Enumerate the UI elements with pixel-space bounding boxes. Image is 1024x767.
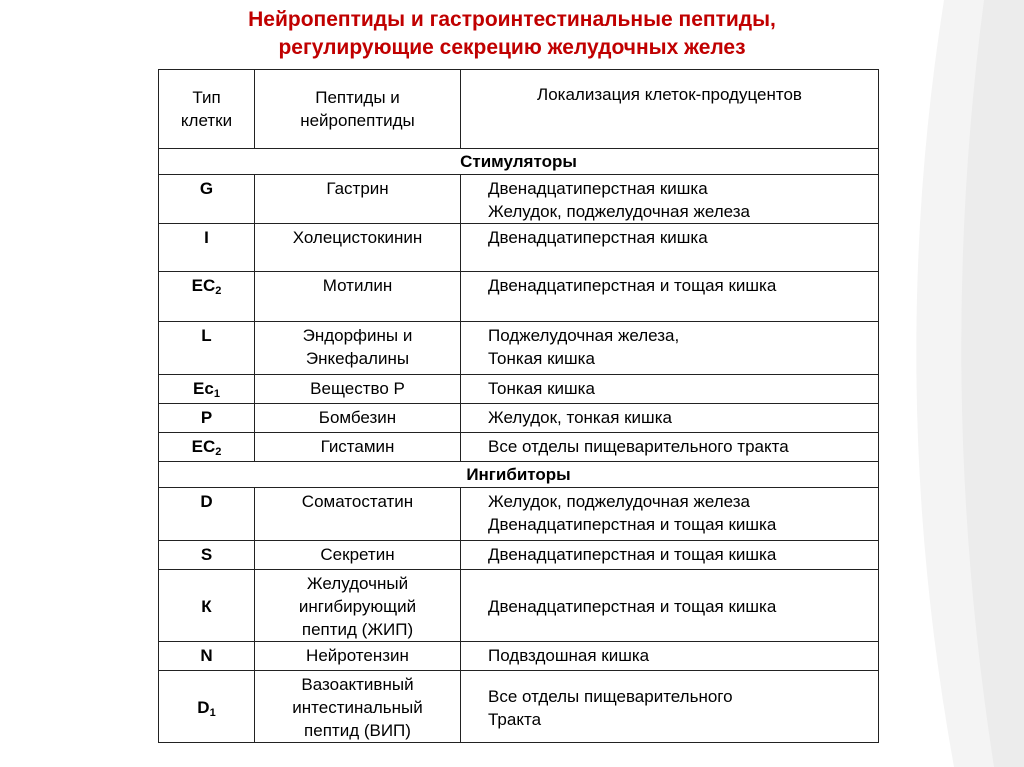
title-line-2: регулирующие секрецию желудочных желез xyxy=(278,36,746,59)
table-row xyxy=(159,570,879,642)
localization-line: Тонкая кишка xyxy=(488,379,595,398)
peptide-line: Вазоактивный xyxy=(301,675,414,694)
section-row-stimulators xyxy=(159,149,879,175)
localization-line: Двенадцатиперстная и тощая кишка xyxy=(488,276,777,295)
cell-type-subscript: 2 xyxy=(215,446,222,458)
peptide-line: Эндорфины и xyxy=(302,326,413,345)
cell-localization xyxy=(461,322,879,375)
localization-line: Подвздошная кишка xyxy=(488,646,650,665)
localization-line: Двенадцатиперстная и тощая кишка xyxy=(488,515,777,534)
table-row xyxy=(159,488,879,541)
cell-type xyxy=(159,404,255,433)
cell-type-label: Ec xyxy=(193,379,214,398)
cell-type xyxy=(159,272,255,322)
cell-type-subscript: 2 xyxy=(215,285,222,297)
cell-type-label: G xyxy=(199,179,214,198)
peptides-table xyxy=(158,69,879,743)
table-row xyxy=(159,175,879,224)
cell-type xyxy=(159,541,255,570)
localization-line: Двенадцатиперстная кишка xyxy=(488,179,708,198)
table-row xyxy=(159,433,879,462)
cell-type-label: I xyxy=(204,228,209,247)
peptide-line: Вещество Р xyxy=(310,379,405,398)
localization-line: Все отделы пищеварительного xyxy=(488,686,733,706)
cell-type-label: D xyxy=(197,698,210,717)
table-row xyxy=(159,375,879,404)
table-row xyxy=(159,671,879,743)
localization-line: Желудок, поджелудочная железа xyxy=(488,202,750,221)
peptide-line: пептид (ВИП) xyxy=(304,721,411,740)
localization-line: Тракта xyxy=(488,709,542,729)
cell-type xyxy=(159,224,255,272)
section-row-inhibitors xyxy=(159,462,879,488)
cell-localization xyxy=(461,433,879,462)
cell-localization xyxy=(461,375,879,404)
localization-line: Желудок, поджелудочная железа xyxy=(488,492,750,511)
table-row xyxy=(159,541,879,570)
cell-type-subscript: 1 xyxy=(213,388,220,400)
cell-type-label: D xyxy=(200,492,213,511)
table-row xyxy=(159,272,879,322)
cell-type xyxy=(159,570,255,642)
cell-type-label: EC xyxy=(191,437,216,456)
peptide-line: Гистамин xyxy=(320,437,395,456)
cell-type-label: N xyxy=(200,646,213,665)
cell-peptide xyxy=(255,488,461,541)
peptide-line: ингибирующий xyxy=(298,597,417,616)
cell-localization xyxy=(461,541,879,570)
cell-type-label: EC xyxy=(191,276,216,295)
cell-peptide xyxy=(255,375,461,404)
section-label: Ингибиторы xyxy=(159,462,879,488)
cell-localization xyxy=(461,175,879,224)
cell-peptide xyxy=(255,433,461,462)
localization-line: Двенадцатиперстная и тощая кишка xyxy=(488,545,777,564)
cell-peptide xyxy=(255,224,461,272)
title-line-1: Нейропептиды и гастроинтестинальные пептиды, xyxy=(248,8,776,31)
cell-peptide xyxy=(255,570,461,642)
peptide-line: Мотилин xyxy=(322,276,393,295)
cell-peptide xyxy=(255,541,461,570)
localization-line: Тонкая кишка xyxy=(488,349,595,368)
cell-type-subscript: 1 xyxy=(209,707,216,719)
peptide-line: Холецистокинин xyxy=(292,228,423,247)
page-title xyxy=(0,6,1024,62)
peptide-line: Энкефалины xyxy=(305,349,410,368)
peptide-line: Бомбезин xyxy=(318,408,397,427)
cell-peptide xyxy=(255,671,461,743)
peptide-line: Нейротензин xyxy=(306,646,409,665)
peptide-line: Секретин xyxy=(320,545,395,564)
cell-type-label: P xyxy=(200,408,213,427)
peptide-line: интестинальный xyxy=(292,698,423,717)
localization-line: Двенадцатиперстная кишка xyxy=(488,228,708,247)
localization-line: Двенадцатиперстная и тощая кишка xyxy=(488,597,777,616)
cell-type xyxy=(159,322,255,375)
cell-type xyxy=(159,433,255,462)
cell-localization xyxy=(461,570,879,642)
localization-line: Все отделы пищеварительного тракта xyxy=(488,437,789,456)
cell-localization xyxy=(461,488,879,541)
cell-type xyxy=(159,642,255,671)
cell-type xyxy=(159,671,255,743)
cell-localization xyxy=(461,671,879,743)
cell-peptide xyxy=(255,322,461,375)
cell-type xyxy=(159,375,255,404)
localization-line: Желудок, тонкая кишка xyxy=(488,408,672,427)
peptide-line: Желудочный xyxy=(306,574,409,593)
localization-line: Поджелудочная железа, xyxy=(488,326,680,345)
cell-localization xyxy=(461,642,879,671)
cell-type-label: L xyxy=(201,326,212,345)
cell-type-label: S xyxy=(200,545,213,564)
cell-peptide xyxy=(255,642,461,671)
cell-peptide xyxy=(255,404,461,433)
table-row xyxy=(159,404,879,433)
cell-type-label: К xyxy=(201,597,212,616)
peptide-line: Гастрин xyxy=(326,179,389,198)
cell-localization xyxy=(461,272,879,322)
cell-peptide xyxy=(255,272,461,322)
table-row xyxy=(159,322,879,375)
header-cell-peptides: Пептиды и нейропептиды xyxy=(255,70,461,149)
header-cell-type: Тип клетки xyxy=(159,70,255,149)
peptide-line: пептид (ЖИП) xyxy=(301,620,414,639)
cell-type xyxy=(159,488,255,541)
peptide-line: Соматостатин xyxy=(301,492,414,511)
cell-type xyxy=(159,175,255,224)
section-label: Стимуляторы xyxy=(159,149,879,175)
table-row xyxy=(159,224,879,272)
cell-localization xyxy=(461,404,879,433)
cell-localization xyxy=(461,224,879,272)
header-cell-localization: Локализация клеток-продуцентов xyxy=(461,70,879,149)
table-row xyxy=(159,642,879,671)
cell-peptide xyxy=(255,175,461,224)
table-header-row xyxy=(159,70,879,149)
